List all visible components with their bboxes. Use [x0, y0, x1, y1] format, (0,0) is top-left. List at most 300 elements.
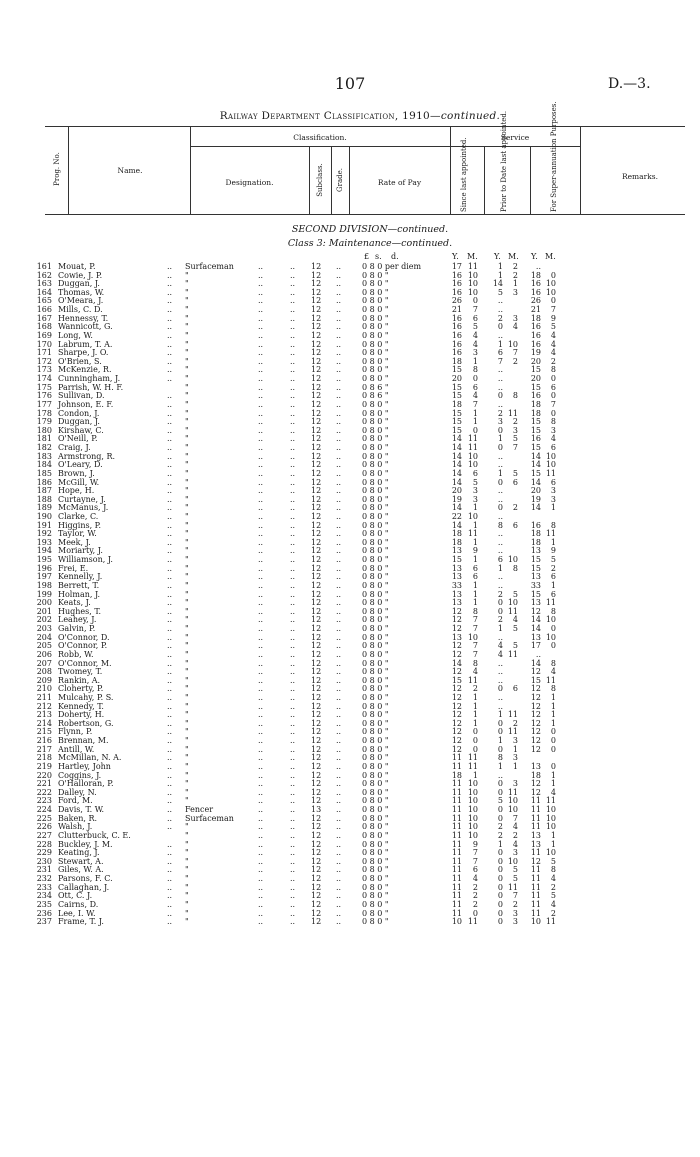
cell-since-months: 8 [472, 365, 478, 375]
cell-prior-years: .. [497, 529, 503, 539]
cell-designation: " [185, 753, 189, 763]
cell-designation: " [185, 848, 189, 858]
cell-prog-no: 183 [36, 451, 52, 461]
cell-prog-no: 220 [36, 770, 52, 780]
cell-rate-of-pay: 0 8 0 " [362, 615, 389, 625]
cell-leader: .. [167, 882, 173, 892]
table-row [0, 280, 700, 289]
cell-grade: .. [336, 684, 342, 694]
cell-super-years: 19 [530, 348, 541, 358]
cell-since-years: 18 [451, 399, 462, 409]
cell-rate-of-pay: 0 8 0 " [362, 572, 389, 582]
cell-prior-years: .. [497, 667, 503, 677]
cell-prior-years: 2 [497, 589, 503, 599]
cell-prog-no: 217 [36, 744, 52, 754]
cell-rate-of-pay: 0 8 0 " [362, 563, 389, 573]
cell-super-months: 5 [550, 322, 556, 332]
table-row [0, 858, 700, 867]
table-row [0, 504, 700, 513]
cell-prior-years: 1 [497, 761, 503, 771]
cell-rate-of-pay: 0 8 0 " [362, 649, 389, 659]
cell-super-years: 11 [530, 805, 541, 815]
cell-grade: .. [336, 908, 342, 918]
cell-prior-years: 1 [497, 270, 503, 280]
leader-dots: .. [290, 805, 296, 815]
cell-leader: .. [258, 365, 264, 375]
cell-prog-no: 235 [36, 899, 52, 909]
cell-subclass: 12 [311, 693, 322, 702]
cell-prog-no: 189 [36, 503, 52, 513]
leader-dots: .. [290, 417, 296, 427]
cell-subclass: 12 [311, 563, 322, 573]
cell-leader: .. [258, 805, 264, 815]
leader-dots: .. [290, 537, 296, 547]
leader-dots: .. [290, 787, 296, 797]
cell-subclass: 12 [311, 874, 322, 884]
cell-rate-of-pay: 0 8 0 " [362, 805, 389, 815]
cell-rate-of-pay: 0 8 0 " [362, 520, 389, 530]
cell-prior-years: .. [497, 451, 503, 461]
cell-subclass: 12 [311, 443, 322, 453]
table-row [0, 297, 700, 306]
cell-super-years: 16 [530, 434, 541, 444]
cell-prior-years: 6 [497, 555, 503, 565]
cell-since-months: 0 [472, 296, 478, 306]
cell-leader: .. [167, 658, 173, 668]
cell-grade: .. [336, 865, 342, 875]
cell-leader: .. [167, 486, 173, 496]
cell-since-months: 3 [472, 494, 478, 504]
leader-dots: .. [290, 744, 296, 754]
cell-grade: .. [336, 572, 342, 582]
cell-super-years: 12 [530, 744, 541, 754]
leader-dots: .. [290, 563, 296, 573]
cell-leader: .. [167, 443, 173, 453]
cell-subclass: 12 [311, 287, 322, 297]
cell-subclass: 12 [311, 468, 322, 478]
cell-prior-months: 3 [512, 287, 518, 297]
cell-rate-of-pay: 0 8 6 " [362, 391, 389, 401]
leader-dots: .. [290, 262, 296, 271]
cell-since-years: 16 [451, 279, 462, 289]
cell-prior-years: .. [497, 330, 503, 340]
cell-prior-years: .. [497, 537, 503, 547]
cell-designation: " [185, 710, 189, 720]
table-row [0, 539, 700, 548]
cell-super-years: 16 [530, 391, 541, 401]
cell-leader: .. [167, 563, 173, 573]
cell-since-months: 4 [472, 330, 478, 340]
leader-dots: .. [290, 348, 296, 358]
cell-subclass: 12 [311, 839, 322, 849]
table-row [0, 841, 700, 850]
cell-leader: .. [167, 787, 173, 797]
table-row [0, 453, 700, 462]
cell-rate-of-pay: 0 8 0 " [362, 494, 389, 504]
leader-dots: .. [290, 839, 296, 849]
cell-subclass: 12 [311, 494, 322, 504]
cell-prog-no: 231 [36, 865, 52, 875]
cell-leader: .. [167, 451, 173, 461]
cell-subclass: 12 [311, 675, 322, 685]
cell-since-years: 12 [451, 606, 462, 616]
cell-super-months: 0 [550, 736, 556, 746]
cell-prior-years: 0 [497, 727, 503, 737]
cell-subclass: 12 [311, 296, 322, 306]
cell-name: Armstrong, R. [58, 451, 116, 461]
cell-super-years: 14 [530, 451, 541, 461]
cell-since-months: 7 [472, 615, 478, 625]
cell-leader: .. [167, 839, 173, 849]
cell-designation: " [185, 839, 189, 849]
cell-subclass: 12 [311, 451, 322, 461]
cell-grade: .. [336, 779, 342, 789]
cell-since-months: 10 [467, 279, 478, 289]
cell-since-months: 7 [472, 641, 478, 651]
cell-super-years: 16 [530, 287, 541, 297]
rule-after-subclass [331, 146, 332, 214]
leader-dots: .. [290, 796, 296, 806]
cell-prior-months: 10 [507, 805, 518, 815]
cell-grade: .. [336, 382, 342, 392]
cell-prior-months: 2 [512, 718, 518, 728]
leader-dots: .. [290, 356, 296, 366]
cell-super-months: 8 [550, 865, 556, 875]
cell-grade: .. [336, 296, 342, 306]
cell-leader: .. [258, 460, 264, 470]
cell-name: Brown, J. [58, 468, 95, 478]
cell-grade: .. [336, 718, 342, 728]
cell-name: Sharpe, J. O. [58, 348, 109, 358]
leader-dots: .. [290, 434, 296, 444]
cell-prog-no: 182 [36, 443, 52, 453]
cell-rate-of-pay: 0 8 0 " [362, 658, 389, 668]
cell-leader: .. [167, 365, 173, 375]
cell-since-months: 4 [472, 339, 478, 349]
cell-subclass: 12 [311, 322, 322, 332]
cell-super-months: 8 [550, 520, 556, 530]
cell-prior-years: .. [497, 365, 503, 375]
cell-leader: .. [258, 641, 264, 651]
cell-since-months: 2 [472, 891, 478, 901]
leader-dots: .. [290, 425, 296, 435]
cell-grade: .. [336, 589, 342, 599]
cell-name: Mouat, P. [58, 262, 96, 271]
cell-designation: " [185, 374, 189, 384]
cell-leader: .. [167, 891, 173, 901]
cell-prog-no: 196 [36, 563, 52, 573]
cell-name: Higgins, P. [58, 520, 101, 530]
cell-name: Wannicott, G. [58, 322, 113, 332]
cell-designation: " [185, 796, 189, 806]
cell-leader: .. [258, 598, 264, 608]
cell-grade: .. [336, 520, 342, 530]
cell-leader: .. [258, 779, 264, 789]
cell-subclass: 12 [311, 649, 322, 659]
cell-rate-of-pay: 0 8 0 " [362, 710, 389, 720]
cell-prog-no: 228 [36, 839, 52, 849]
leader-dots: .. [290, 520, 296, 530]
cell-prior-years: 1 [497, 262, 503, 271]
leader-dots: .. [290, 822, 296, 832]
table-row [0, 763, 700, 772]
cell-grade: .. [336, 408, 342, 418]
cell-since-months: 0 [472, 374, 478, 384]
cell-leader: .. [167, 770, 173, 780]
cell-rate-of-pay: 0 8 6 " [362, 382, 389, 392]
cell-prior-years: 8 [497, 753, 503, 763]
rule-after-since [484, 146, 485, 214]
cell-since-years: 15 [451, 391, 462, 401]
cell-since-months: 10 [467, 787, 478, 797]
cell-subclass: 12 [311, 787, 322, 797]
cell-name: Baken, R. [58, 813, 98, 823]
cell-rate-of-pay: 0 8 0 " [362, 287, 389, 297]
cell-name: Hennessy, T. [58, 313, 109, 323]
cell-leader: .. [167, 494, 173, 504]
cell-super-years: 17 [530, 641, 541, 651]
cell-prog-no: 205 [36, 641, 52, 651]
table-row [0, 677, 700, 686]
cell-rate-of-pay: 0 8 0 " [362, 589, 389, 599]
leader-dots: .. [290, 330, 296, 340]
cell-subclass: 12 [311, 537, 322, 547]
cell-grade: .. [336, 270, 342, 280]
cell-prior-years: 0 [497, 779, 503, 789]
cell-grade: .. [336, 830, 342, 840]
cell-designation: " [185, 770, 189, 780]
table-row [0, 797, 700, 806]
cell-prior-years: 0 [497, 899, 503, 909]
cell-since-months: 11 [467, 675, 478, 685]
cell-leader: .. [258, 399, 264, 409]
cell-prior-years: 0 [497, 787, 503, 797]
cell-leader: .. [258, 908, 264, 918]
cell-grade: .. [336, 796, 342, 806]
cell-name: O'Halloran, P. [58, 779, 114, 789]
cell-leader: .. [258, 279, 264, 289]
cell-subclass: 12 [311, 917, 322, 927]
cell-subclass: 12 [311, 899, 322, 909]
leader-dots: .. [290, 882, 296, 892]
leader-dots: .. [290, 641, 296, 651]
cell-grade: .. [336, 693, 342, 702]
cell-super-months: 1 [550, 710, 556, 720]
cell-leader: .. [167, 693, 173, 702]
cell-prior-months: 1 [512, 279, 518, 289]
cell-since-years: 16 [451, 348, 462, 358]
cell-prog-no: 172 [36, 356, 52, 366]
cell-grade: .. [336, 580, 342, 590]
cell-since-months: 10 [467, 822, 478, 832]
cell-designation: " [185, 830, 189, 840]
table-row [0, 582, 700, 591]
cell-subclass: 12 [311, 865, 322, 875]
cell-subclass: 12 [311, 641, 322, 651]
cell-leader: .. [258, 262, 264, 271]
cell-super-years: 16 [530, 322, 541, 332]
cell-prior-months: 11 [507, 606, 518, 616]
unit-pence: d. [391, 252, 399, 261]
cell-designation: Fencer [185, 805, 214, 815]
cell-prior-months: 7 [512, 443, 518, 453]
leader-dots: .. [290, 856, 296, 866]
cell-since-months: 1 [472, 555, 478, 565]
cell-prior-years: .. [497, 546, 503, 556]
cell-name: Galvin, P. [58, 624, 96, 634]
cell-name: Leahey, J. [58, 615, 97, 625]
cell-since-years: 13 [451, 572, 462, 582]
cell-since-months: 4 [472, 391, 478, 401]
cell-leader: .. [167, 779, 173, 789]
cell-since-years: 11 [451, 874, 462, 884]
cell-leader: .. [167, 624, 173, 634]
cell-leader: .. [258, 330, 264, 340]
cell-subclass: 12 [311, 606, 322, 616]
leader-dots: .. [290, 477, 296, 487]
cell-since-years: 13 [451, 589, 462, 599]
cell-since-months: 0 [472, 727, 478, 737]
cell-name: Cloherty, P. [58, 684, 104, 694]
cell-leader: .. [258, 891, 264, 901]
cell-rate-of-pay: 0 8 0 " [362, 503, 389, 513]
cell-name: Buckley, J. M. [58, 839, 113, 849]
cell-prog-no: 161 [36, 262, 52, 271]
cell-leader: .. [167, 641, 173, 651]
cell-designation: " [185, 468, 189, 478]
cell-prog-no: 197 [36, 572, 52, 582]
cell-prog-no: 168 [36, 322, 52, 332]
cell-prog-no: 210 [36, 684, 52, 694]
header-designation: Designation. [225, 178, 274, 187]
cell-since-months: 4 [472, 667, 478, 677]
cell-rate-of-pay: 0 8 0 " [362, 296, 389, 306]
leader-dots: .. [290, 279, 296, 289]
cell-prior-months: 10 [507, 856, 518, 866]
cell-since-months: 10 [467, 779, 478, 789]
cell-super-years: 16 [530, 279, 541, 289]
cell-super-years: .. [535, 262, 541, 271]
cell-since-months: 6 [472, 572, 478, 582]
cell-designation: " [185, 899, 189, 909]
cell-prior-months: 10 [507, 598, 518, 608]
cell-leader: .. [258, 899, 264, 909]
cell-prior-months: 5 [512, 468, 518, 478]
cell-super-years: 19 [530, 494, 541, 504]
cell-leader: .. [167, 615, 173, 625]
cell-designation: " [185, 675, 189, 685]
cell-prior-years: .. [497, 296, 503, 306]
cell-subclass: 12 [311, 270, 322, 280]
cell-prog-no: 164 [36, 287, 52, 297]
cell-rate-of-pay: 0 8 0 " [362, 365, 389, 375]
cell-leader: .. [258, 546, 264, 556]
cell-super-years: 16 [530, 330, 541, 340]
header-since-last: Since last appointed. [460, 137, 468, 212]
cell-name: Brennan, M. [58, 736, 109, 746]
cell-prior-years: 4 [497, 649, 503, 659]
cell-name: Hope, H. [58, 486, 95, 496]
cell-grade: .. [336, 460, 342, 470]
cell-name: Lee, I. W. [58, 908, 96, 918]
cell-rate-of-pay: 0 8 0 " [362, 796, 389, 806]
cell-prog-no: 165 [36, 296, 52, 306]
cell-designation: " [185, 736, 189, 746]
cell-leader: .. [258, 710, 264, 720]
cell-designation: " [185, 399, 189, 409]
document-reference: D.—3. [608, 76, 651, 92]
cell-grade: .. [336, 675, 342, 685]
leader-dots: .. [290, 891, 296, 901]
cell-rate-of-pay: 0 8 0 " [362, 339, 389, 349]
cell-prior-years: 1 [497, 624, 503, 634]
cell-since-months: 1 [472, 598, 478, 608]
cell-super-months: 4 [550, 874, 556, 884]
cell-super-months: 4 [550, 348, 556, 358]
cell-since-years: 16 [451, 287, 462, 297]
cell-name: O'Connor, D. [58, 632, 110, 642]
cell-prog-no: 204 [36, 632, 52, 642]
cell-since-years: 12 [451, 667, 462, 677]
cell-since-years: 11 [451, 796, 462, 806]
cell-subclass: 12 [311, 727, 322, 737]
cell-super-months: 1 [550, 503, 556, 513]
cell-rate-of-pay: 0 8 0 " [362, 624, 389, 634]
cell-prog-no: 234 [36, 891, 52, 901]
header-rate-of-pay: Rate of Pay [377, 178, 422, 187]
leader-dots: .. [290, 391, 296, 401]
cell-super-months: 10 [545, 287, 556, 297]
cell-prior-months: 4 [512, 839, 518, 849]
cell-subclass: 12 [311, 856, 322, 866]
leader-dots: .. [290, 899, 296, 909]
cell-grade: .. [336, 313, 342, 323]
cell-super-months: 3 [550, 425, 556, 435]
cell-rate-of-pay: 0 8 0 " [362, 779, 389, 789]
cell-prior-years: .. [497, 305, 503, 315]
cell-super-months: 11 [545, 529, 556, 539]
cell-prior-months: 4 [512, 822, 518, 832]
cell-prior-years: .. [497, 399, 503, 409]
cell-designation: " [185, 382, 189, 392]
cell-rate-of-pay: 0 8 0 " [362, 270, 389, 280]
cell-prior-months: 5 [512, 874, 518, 884]
cell-prior-years: 6 [497, 348, 503, 358]
cell-name: Thomas, W. [58, 287, 105, 297]
cell-leader: .. [167, 270, 173, 280]
cell-super-months: 7 [550, 399, 556, 409]
cell-name: Kennedy, T. [58, 701, 104, 711]
cell-rate-of-pay: 0 8 0 " [362, 348, 389, 358]
unit-super-years: Y. [531, 252, 538, 261]
cell-prior-months: 3 [512, 848, 518, 858]
cell-leader: .. [258, 917, 264, 927]
cell-subclass: 12 [311, 822, 322, 832]
cell-name: Parrish, W. H. F. [58, 382, 124, 392]
cell-prior-years: 8 [497, 520, 503, 530]
cell-super-years: 12 [530, 856, 541, 866]
cell-super-years: 15 [530, 417, 541, 427]
cell-name: Twomey, T. [58, 667, 103, 677]
cell-since-months: 10 [467, 460, 478, 470]
cell-rate-of-pay: 0 8 0 " [362, 486, 389, 496]
cell-prior-years: .. [497, 511, 503, 521]
cell-since-years: 16 [451, 270, 462, 280]
cell-since-months: 10 [467, 287, 478, 297]
cell-leader: .. [258, 693, 264, 702]
cell-since-months: 7 [472, 848, 478, 858]
cell-rate-of-pay: 0 8 0 " [362, 641, 389, 651]
